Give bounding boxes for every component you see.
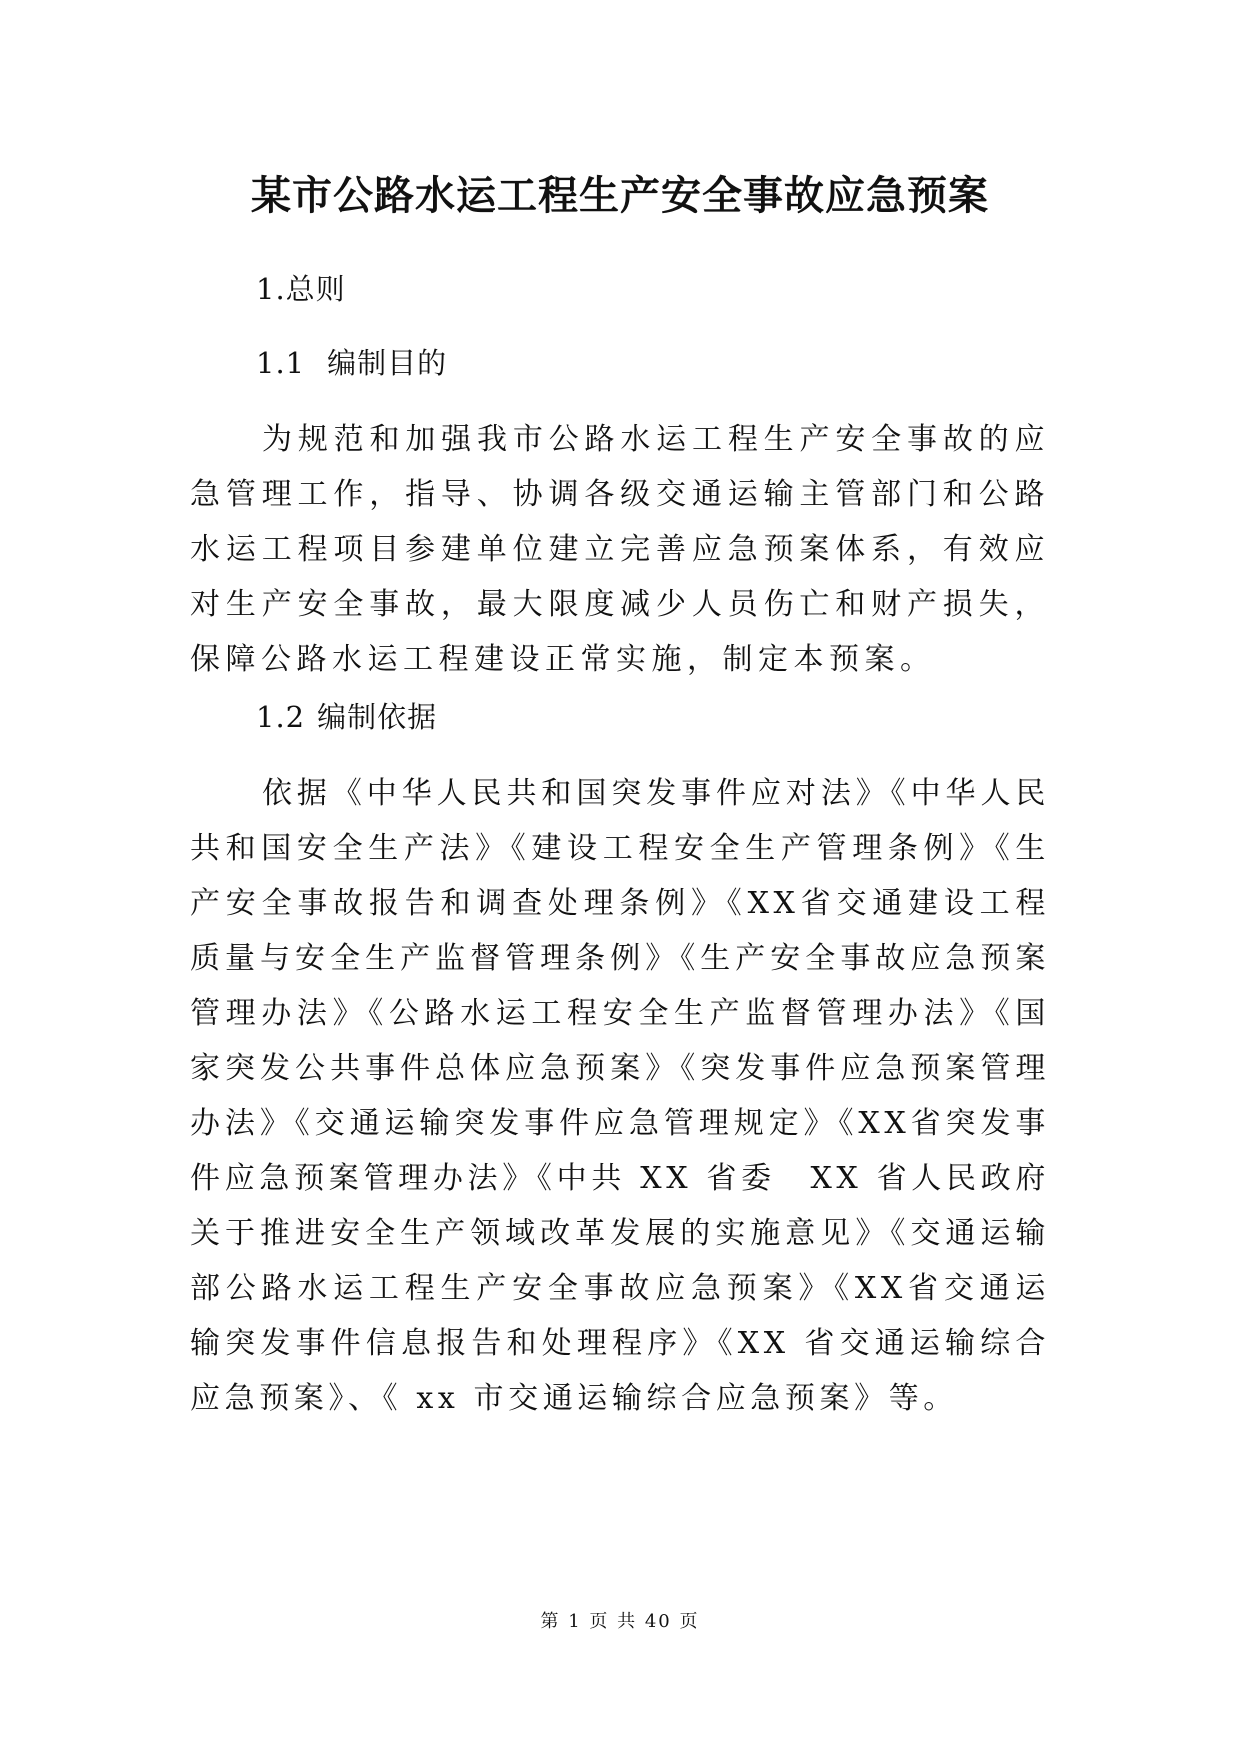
document-title: 某市公路水运工程生产安全事故应急预案 bbox=[251, 172, 989, 219]
section-heading-basis bbox=[256, 697, 437, 737]
section-number: 1.2 bbox=[256, 700, 306, 734]
section-title: 编制依据 bbox=[317, 700, 438, 734]
section-heading-purpose bbox=[256, 343, 447, 383]
section-title: 编制目的 bbox=[327, 346, 448, 380]
purpose-paragraph: 为规范和加强我市公路水运工程生产安全事故的应急管理工作，指导、协调各级交通运输主管部门和公路水运工程项目参建单位建立完善应急预案体系，有效应对生产安全事故，最大限度减少人员伤亡和财产损失，保障公路水运工程建设正常实施，制定本预案。 bbox=[190, 422, 1050, 677]
section-heading-general: 1.总则 bbox=[256, 272, 346, 306]
page-footer: 第 1 页 共 40 页 bbox=[540, 1611, 700, 1632]
basis-paragraph: 依据《中华人民共和国突发事件应对法》《中华人民共和国安全生产法》《建设工程安全生产管理条例》《生产安全事故报告和调查处理条例》《XX省交通建设工程质量与安全生产监督管理条例》《生产安全事故应急预案管理办法》《公路水运工程安全生产监督管理办法》《国家突发公共事件总体应急预案》《突发事件应急预案管理办法》《交通运输突发事件应急管理规定》《XX省突发事件应急预案管理办法》《中共 XX 省委 XX 省人民政府关于推进安全生产领域改革发展的实施意见》《交通运输部公路水运工程生产安全事故应急预案》《XX省交通运输突发事件信息报告和处理程序》《XX 省交通运输综合应急预案》、《 xx 市交通运输综合应急预案》等。 bbox=[190, 776, 1050, 1416]
section-number: 1.1 bbox=[256, 346, 306, 380]
